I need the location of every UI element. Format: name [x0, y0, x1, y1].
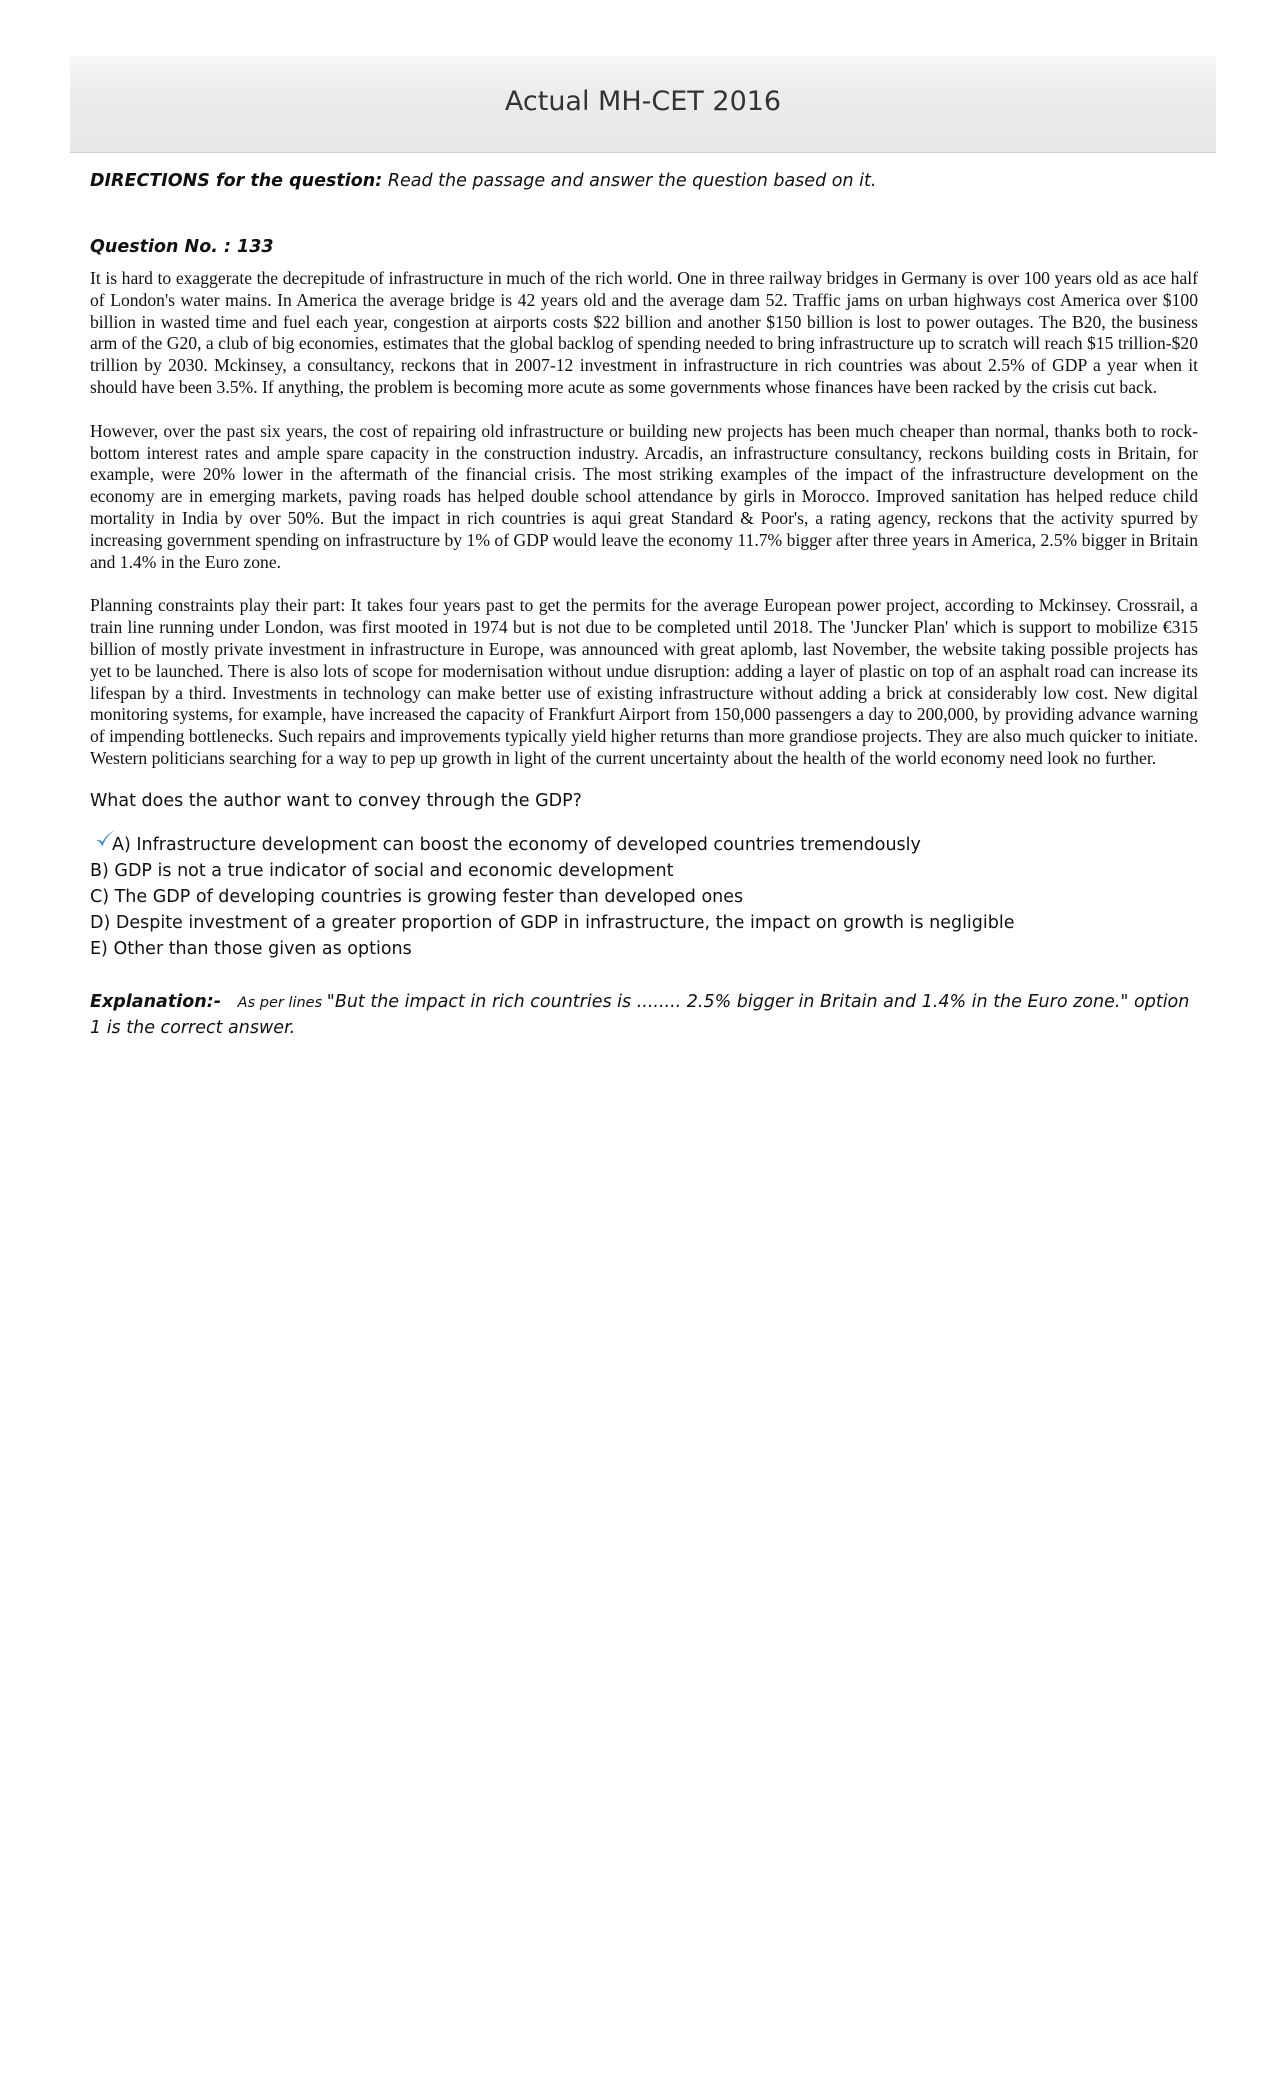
page-header — [70, 56, 1216, 153]
passage — [90, 268, 1198, 770]
option-a-text: A) Infrastructure development can boost the economy of developed countries tremendously — [112, 834, 921, 855]
explanation — [90, 990, 1198, 1041]
option-d: D) Despite investment of a greater proportion of GDP in infrastructure, the impact on growth is negligible — [90, 912, 1015, 933]
passage-paragraph: However, over the past six years, the cost of repairing old infrastructure or building new projects has been much cheaper than normal, thanks both to rock-bottom interest rates and ample spare capacity in the construction industry. Arcadis, an infrastructure consultancy, reckons building costs in Britain, for example, were 20% lower in the aftermath of the financial crisis. The most striking examples of the impact of the infrastructure development on the economy are in emerging markets, paving roads has helped double school attendance by girls in Morocco. Improved sanitation has helped reduce child mortality in India by over 50%. But the impact in rich countries is aqui great Standard & Poor's, a rating agency, reckons that the activity spurred by increasing government spending on infrastructure by 1% of GDP would leave the economy 11.7% bigger after three years in America, 2.5% bigger in Britain and 1.4% in the Euro zone. — [90, 420, 1198, 572]
answer-options — [90, 832, 1198, 962]
directions-text: Read the passage and answer the question based on it. — [382, 171, 877, 191]
option-b: B) GDP is not a true indicator of social and economic development — [90, 860, 674, 881]
explanation-intro: As per lines — [237, 994, 327, 1011]
passage-paragraph: It is hard to exaggerate the decrepitude of infrastructure in much of the rich world. One in three railway bridges in Germany is over 100 years old as ace half of London's water mains. In America the average bridge is 42 years old and the average dam 52. Traffic jams on urban highways cost America over $100 billion in wasted time and fuel each year, congestion at airports costs $22 billion and another $150 billion is lost to power outages. The B20, the business arm of the G20, a club of big economies, estimates that the global backlog of spending needed to bring infrastructure up to scratch will reach $15 trillion-$20 trillion by 2030. Mckinsey, a consultancy, reckons that in 2007-12 investment in infrastructure in rich countries was about 2.5% of GDP a year when it should have been 3.5%. If anything, the problem is becoming more acute as some governments whose finances have been racked by the crisis cut back. — [90, 268, 1198, 397]
passage-paragraph: Planning constraints play their part: It takes four years past to get the permits for the average European power project, according to Mckinsey. Crossrail, a train line running under London, was first mooted in 1974 but is not due to be completed until 2018. The 'Juncker Plan' which is support to mobilize €315 billion of mostly private investment in infrastructure in Europe, was announced with great aplomb, last November, the website taking possible projects has yet to be launched. There is also lots of scope for modernisation without undue disruption: adding a layer of plastic on top of an asphalt road can increase its lifespan by a third. Investments in technology can make better use of existing infrastructure without adding a brick at considerably low cost. New digital monitoring systems, for example, have increased the capacity of Frankfurt Airport from 150,000 passengers a day to 200,000, by providing advance warning of impending bottlenecks. Such repairs and improvements typically yield higher returns than more grandiose projects. They are also much quicker to initiate. Western politicians searching for a way to pep up growth in light of the current uncertainty about the health of the world economy need look no further. — [90, 595, 1198, 768]
option-a — [90, 832, 1198, 858]
question-prompt: What does the author want to convey through the GDP? — [90, 790, 582, 811]
page-title: Actual MH-CET 2016 — [504, 86, 782, 117]
option-e: E) Other than those given as options — [90, 938, 412, 959]
option-c: C) The GDP of developing countries is growing fester than developed ones — [90, 886, 744, 907]
directions — [90, 170, 1198, 192]
question-content — [90, 170, 1198, 1041]
explanation-text: "But the impact in rich countries is ........ 2.5% bigger in Britain and 1.4% in the Euro zone." option 1 is the correct answer. — [90, 991, 1190, 1038]
explanation-lead: Explanation:- — [90, 991, 221, 1012]
question-number: Question No. : 133 — [90, 237, 274, 257]
check-icon — [94, 828, 116, 850]
directions-lead: DIRECTIONS for the question: — [90, 171, 383, 191]
